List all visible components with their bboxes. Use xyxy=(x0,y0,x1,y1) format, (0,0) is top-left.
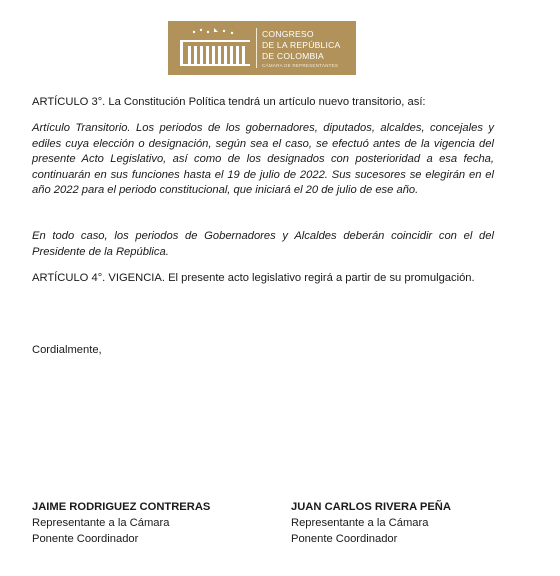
signatory-title: Ponente Coordinador xyxy=(32,533,139,545)
logo-text-line-2: DE LA REPÚBLICA xyxy=(262,40,341,50)
signature-block-2 xyxy=(291,499,451,547)
signatory-role: Representante a la Cámara xyxy=(32,517,170,529)
logo-text-line-3: DE COLOMBIA xyxy=(262,51,324,61)
article-3-paragraph: ARTÍCULO 3°. La Constitución Política tendrá un artículo nuevo transitorio, así: xyxy=(32,96,426,108)
logo-text-line-4: CÁMARA DE REPRESENTANTES xyxy=(262,63,339,68)
transitional-article-paragraph: Artículo Transitorio. Los periodos de los gobernadores, diputados, alcaldes, concejales y ediles cuya elección o designación, según sea el caso, se efectuó antes de la vigencia del presente Acto Legislativo, así como de los designados con posterioridad a esa fecha, continuarán en sus funciones hasta el 19 de julio de 2022. Sus sucesores se elegirán en el año 2022 para el periodo constitucional, que iniciará el 20 de julio de ese año. xyxy=(32,122,494,197)
closing-salutation: Cordialmente, xyxy=(32,344,102,356)
article-4-paragraph: ARTÍCULO 4°. VIGENCIA. El presente acto legislativo regirá a partir de su promulgación. xyxy=(32,272,475,284)
logo-divider xyxy=(256,28,257,68)
logo-text-line-1: CONGRESO xyxy=(262,29,314,39)
signatory-role: Representante a la Cámara xyxy=(291,517,429,529)
coincidence-paragraph: En todo caso, los periodos de Gobernadores y Alcaldes deberán coincidir con el del Presidente de la República. xyxy=(32,230,494,258)
signatory-title: Ponente Coordinador xyxy=(291,533,398,545)
signature-block-1 xyxy=(32,499,210,547)
signatory-name: JUAN CARLOS RIVERA PEÑA xyxy=(291,501,451,513)
capitol-building-icon xyxy=(174,26,254,70)
signatory-name: JAIME RODRIGUEZ CONTRERAS xyxy=(32,501,211,513)
congreso-logo xyxy=(168,21,356,75)
